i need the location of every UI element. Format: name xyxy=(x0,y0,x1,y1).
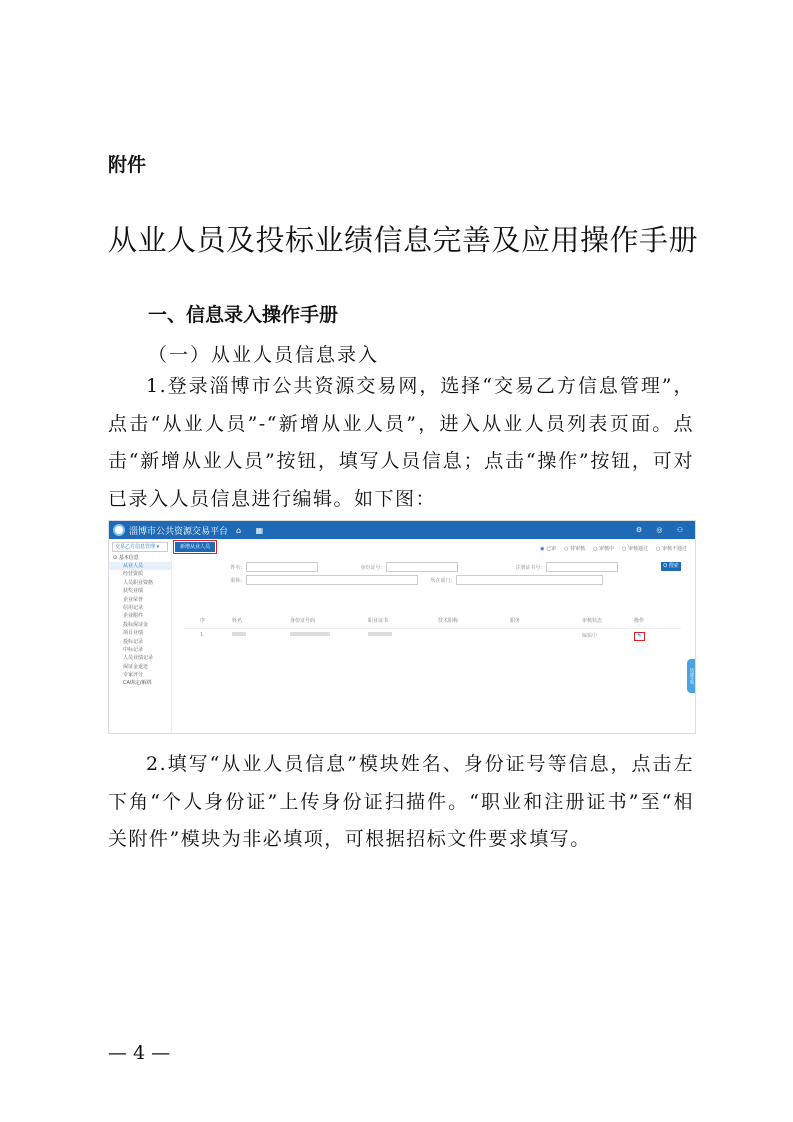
status-radio: ◉ 已审 xyxy=(540,545,556,552)
status-radio: ○ 审核不通过 xyxy=(656,545,687,552)
sidebar-item: 企业荣誉 xyxy=(123,596,144,603)
sidebar-item: 获奖业绩 xyxy=(123,588,144,595)
subsection-heading: （一）从业人员信息录入 xyxy=(148,344,380,366)
app-title: 淄博市公共资源交易平台 xyxy=(129,526,229,537)
table-row xyxy=(184,628,681,641)
page-number: — 4 — xyxy=(108,1042,171,1064)
status-radio: ○ 审核中 xyxy=(593,545,614,552)
td xyxy=(510,632,582,641)
add-staff-button: 新增从业人员 xyxy=(175,542,215,552)
dept-select xyxy=(456,575,603,585)
paragraph-step1 xyxy=(108,368,694,518)
document-title: 从业人员及投标业绩信息完善及应用操作手册 xyxy=(108,223,699,257)
paragraph-step2 xyxy=(108,746,694,859)
sidebar-item: 人员业绩记录 xyxy=(123,655,154,662)
td xyxy=(290,632,368,641)
section-heading: 一、信息录入操作手册 xyxy=(148,304,339,326)
sidebar-item: 企业附件 xyxy=(123,613,144,620)
td xyxy=(368,632,438,641)
th: 操作 xyxy=(634,618,645,624)
th xyxy=(184,617,200,624)
td xyxy=(634,632,654,641)
form-row xyxy=(212,562,318,572)
paragraph-text: 2.填写“从业人员信息”模块姓名、身份证号等信息，点击左下角“个人身份证”上传身份证扫描件。“职业和注册证书”至“相关附件”模块为非必填项，可根据招标文件要求填写。 xyxy=(108,753,694,850)
form-label: 所在部门: xyxy=(430,577,452,584)
sidebar xyxy=(109,539,172,733)
quick-nav-tab: 快速导航 xyxy=(687,659,695,693)
sidebar-item: 项目业绩 xyxy=(123,630,144,637)
screenshot-header xyxy=(109,521,695,539)
form-row xyxy=(212,575,418,585)
paragraph-text: 1.登录淄博市公共资源交易网，选择“交易乙方信息管理”，点击“从业人员”-“新增从业人员”，进入从业人员列表页面。点击“新增从业人员”按钮，填写人员信息；点击“操作”按钮，可对已录入人员信息进行编辑。如下图： xyxy=(108,375,694,510)
td: 编辑中 xyxy=(582,633,598,639)
td xyxy=(232,632,290,641)
th: 职务 xyxy=(510,618,521,624)
attachment-label: 附件 xyxy=(108,154,147,176)
cert-input xyxy=(546,562,618,572)
status-radio: ○ 待审核 xyxy=(564,545,585,552)
search-button: Q 搜索 xyxy=(661,562,681,571)
status-radio: ○ 审核通过 xyxy=(622,545,648,552)
sidebar-item: 从业人员 xyxy=(109,562,171,570)
th: 姓名 xyxy=(232,618,243,624)
logo-icon xyxy=(113,524,125,536)
th: 审核状态 xyxy=(582,618,603,624)
sidebar-group: ⊙ 基本信息 xyxy=(113,555,139,561)
th: 序 xyxy=(200,618,206,624)
td xyxy=(438,632,510,641)
sidebar-item: 中标记录 xyxy=(123,646,144,653)
th: 职业证书 xyxy=(368,618,389,624)
ui-screenshot xyxy=(108,520,696,734)
form-row xyxy=(502,562,618,572)
nav-icons: ⌂ ▦ xyxy=(236,525,270,535)
name-input xyxy=(246,562,318,572)
sidebar-item: 经营资质 xyxy=(123,571,144,578)
header-right-icons: ⚙ ◎ ⚇ xyxy=(635,526,689,534)
edit-icon: ✎ xyxy=(634,632,645,641)
table-header xyxy=(184,617,681,624)
form-label: 身份证号: xyxy=(360,564,382,571)
id-input xyxy=(386,562,458,572)
form-label: 职称: xyxy=(230,577,242,584)
form-row xyxy=(352,562,458,572)
sidebar-item: 人员职业资格 xyxy=(123,579,154,586)
form-row xyxy=(422,575,603,585)
td: 1 xyxy=(200,632,204,638)
form-label: 注册证书号: xyxy=(515,564,542,571)
th: 身份证号码 xyxy=(290,618,316,624)
status-filter xyxy=(540,545,687,552)
sidebar-item: 信用记录 xyxy=(123,604,144,611)
main-panel xyxy=(172,539,695,733)
th: 技术职称 xyxy=(438,618,459,624)
title-input xyxy=(246,575,418,585)
sidebar-select: 交易乙方信息管理 ▾ xyxy=(112,542,168,552)
form-label: 姓名: xyxy=(230,564,242,571)
sidebar-item: CA绑定/解绑 xyxy=(123,680,152,687)
td xyxy=(184,632,200,641)
sidebar-item: 保证金退还 xyxy=(123,663,149,670)
sidebar-item: 投标记录 xyxy=(123,638,144,645)
sidebar-item: 投标保证金 xyxy=(123,621,149,628)
sidebar-item: 专家评分 xyxy=(123,672,144,679)
